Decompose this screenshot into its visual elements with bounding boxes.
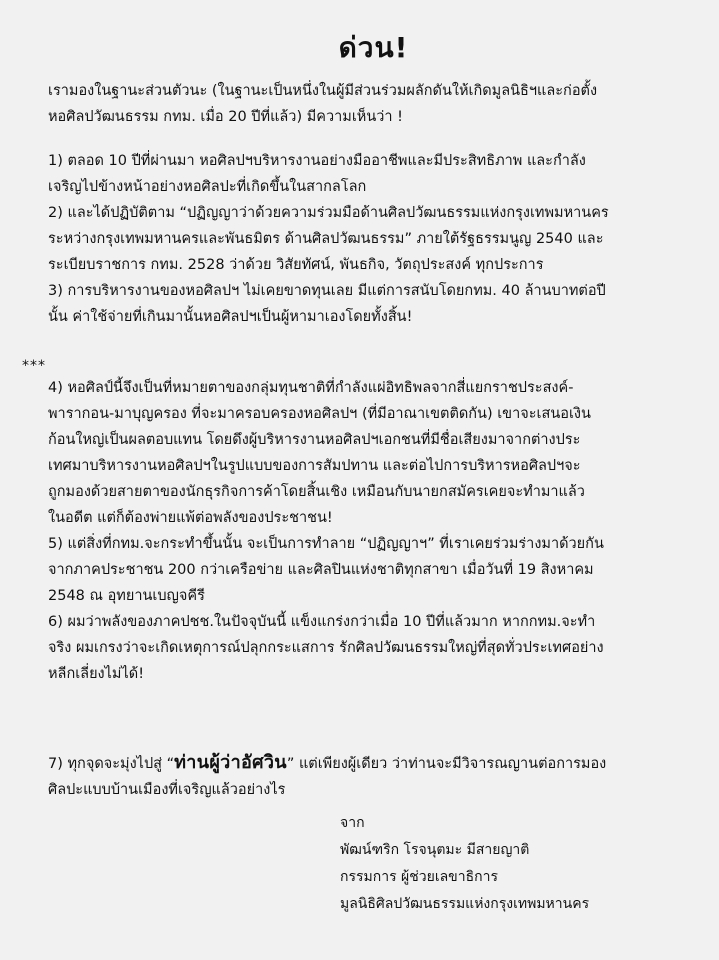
signature-organization: มูลนิธิศิลปวัฒนธรรมแห่งกรุงเทพมหานคร [340,896,590,912]
point-line: เจริญไปข้างหน้าอย่างหอศิลปะที่เกิดขึ้นในสากลโลก [48,179,367,195]
point-seven-line: ศิลปะแบบบ้านเมืองที่เจริญแล้วอย่างไร [48,782,286,798]
point-line: ในอดีต แต่ก็ต้องพ่ายแพ้ต่อพลังของประชาชน! [48,510,333,526]
point-line: 3) การบริหารงานของหอศิลปฯ ไม่เคยขาดทุนเลย มีแต่การสนับโดยกทม. 40 ล้านบาทต่อปี [48,283,606,299]
point-line: 4) หอศิลป์นี้จึงเป็นที่หมายตาของกลุ่มทุนชาติที่กำลังแผ่อิทธิพลจากสี่แยกราชประสงค์- [48,380,574,396]
point-line: 1) ตลอด 10 ปีที่ผ่านมา หอศิลปฯบริหารงานอย่างมืออาชีพและมีประสิทธิภาพ และกำลัง [48,153,586,169]
governor-emphasis: ท่านผู้ว่าอัศวิน [174,752,287,773]
point-line: เทศมาบริหารงานหอศิลปฯในรูปแบบของการสัมปทาน และต่อไปการบริหารหอศิลปฯจะ [48,458,581,474]
point-seven-line [48,750,688,777]
point-line: จากภาคประชาชน 200 กว่าเครือข่าย และศิลปินแห่งชาติทุกสาขา เมื่อวันที่ 19 สิงหาคม [48,562,594,578]
point-line: หลีกเลี่ยงไม่ได้! [48,666,145,682]
point-line: 2548 ณ อุทยานเบญจคีรี [48,588,205,604]
points-section-b [48,375,688,687]
intro-line: เรามองในฐานะส่วนตัวนะ (ในฐานะเป็นหนึ่งในผู้มีส่วนร่วมผลักดันให้เกิดมูลนิธิฯและก่อตั้ง [48,83,598,99]
signature-name: พัฒน์ฑริก โรจนุตมะ มีสายญาติ [340,842,530,858]
point-line: จริง ผมเกรงว่าจะเกิดเหตุการณ์ปลุกกระแสการ รักศิลปวัฒนธรรมใหญ่ที่สุดทั่วประเทศอย่าง [48,640,604,656]
signature-position: กรรมการ ผู้ช่วยเลขาธิการ [340,869,499,885]
point-line: พารากอน-มาบุญครอง ที่จะมาครอบครองหอศิลปฯ (ที่มีอาณาเขตติดกัน) เขาจะเสนอเงิน [48,406,591,422]
point-line: ก้อนใหญ่เป็นผลตอบแทน โดยดึงผู้บริหารงานหอศิลปฯเอกชนที่มีชื่อเสียงมาจากต่างประ [48,432,581,448]
point-line: 6) ผมว่าพลังของภาคปชช.ในปัจจุบันนี้ แข็งแกร่งกว่าเมื่อ 10 ปีที่แล้วมาก หากกทม.จะทำ [48,614,596,630]
signature-block [340,810,700,918]
signature-from: จาก [340,815,365,831]
point-line: ระเบียบราชการ กทม. 2528 ว่าด้วย วิสัยทัศน์, พันธกิจ, วัตถุประสงค์ ทุกประการ [48,257,544,273]
point-line: นั้น ค่าใช้จ่ายที่เกินมานั้นหอศิลปฯเป็นผู้หามาเองโดยทั้งสิ้น! [48,309,413,325]
point-line: 5) แต่สิ่งที่กทม.จะกระทำขึ้นนั้น จะเป็นการทำลาย “ปฏิญญาฯ” ที่เราเคยร่วมร่างมาด้วยกัน [48,536,604,552]
point-line: 2) และได้ปฏิบัติตาม “ปฏิญญาว่าด้วยความร่วมมือด้านศิลปวัฒนธรรมแห่งกรุงเทพมหานคร [48,205,609,221]
intro-line: หอศิลปวัฒนธรรม กทม. เมื่อ 20 ปีที่แล้ว) มีความเห็นว่า ! [48,109,403,125]
separator-asterisks: *** [22,358,46,374]
point-seven-suffix: ” แต่เพียงผู้เดียว ว่าท่านจะมีวิจารณญานต่อการมอง [286,756,607,772]
intro-paragraph [48,78,688,130]
point-seven [48,750,688,803]
points-section-a [48,148,688,330]
point-line: ระหว่างกรุงเทพมหานครและพันธมิตร ด้านศิลปวัฒนธรรม” ภายใต้รัฐธรรมนูญ 2540 และ [48,231,604,247]
point-seven-prefix: 7) ทุกจุดจะมุ่งไปสู่ “ [48,756,175,772]
point-line: ถูกมองด้วยสายตาของนักธุรกิจการค้าโดยสิ้นเชิง เหมือนกับนายกสมัครเคยจะทำมาแล้ว [48,484,585,500]
document-title: ด่วน! [338,31,409,64]
